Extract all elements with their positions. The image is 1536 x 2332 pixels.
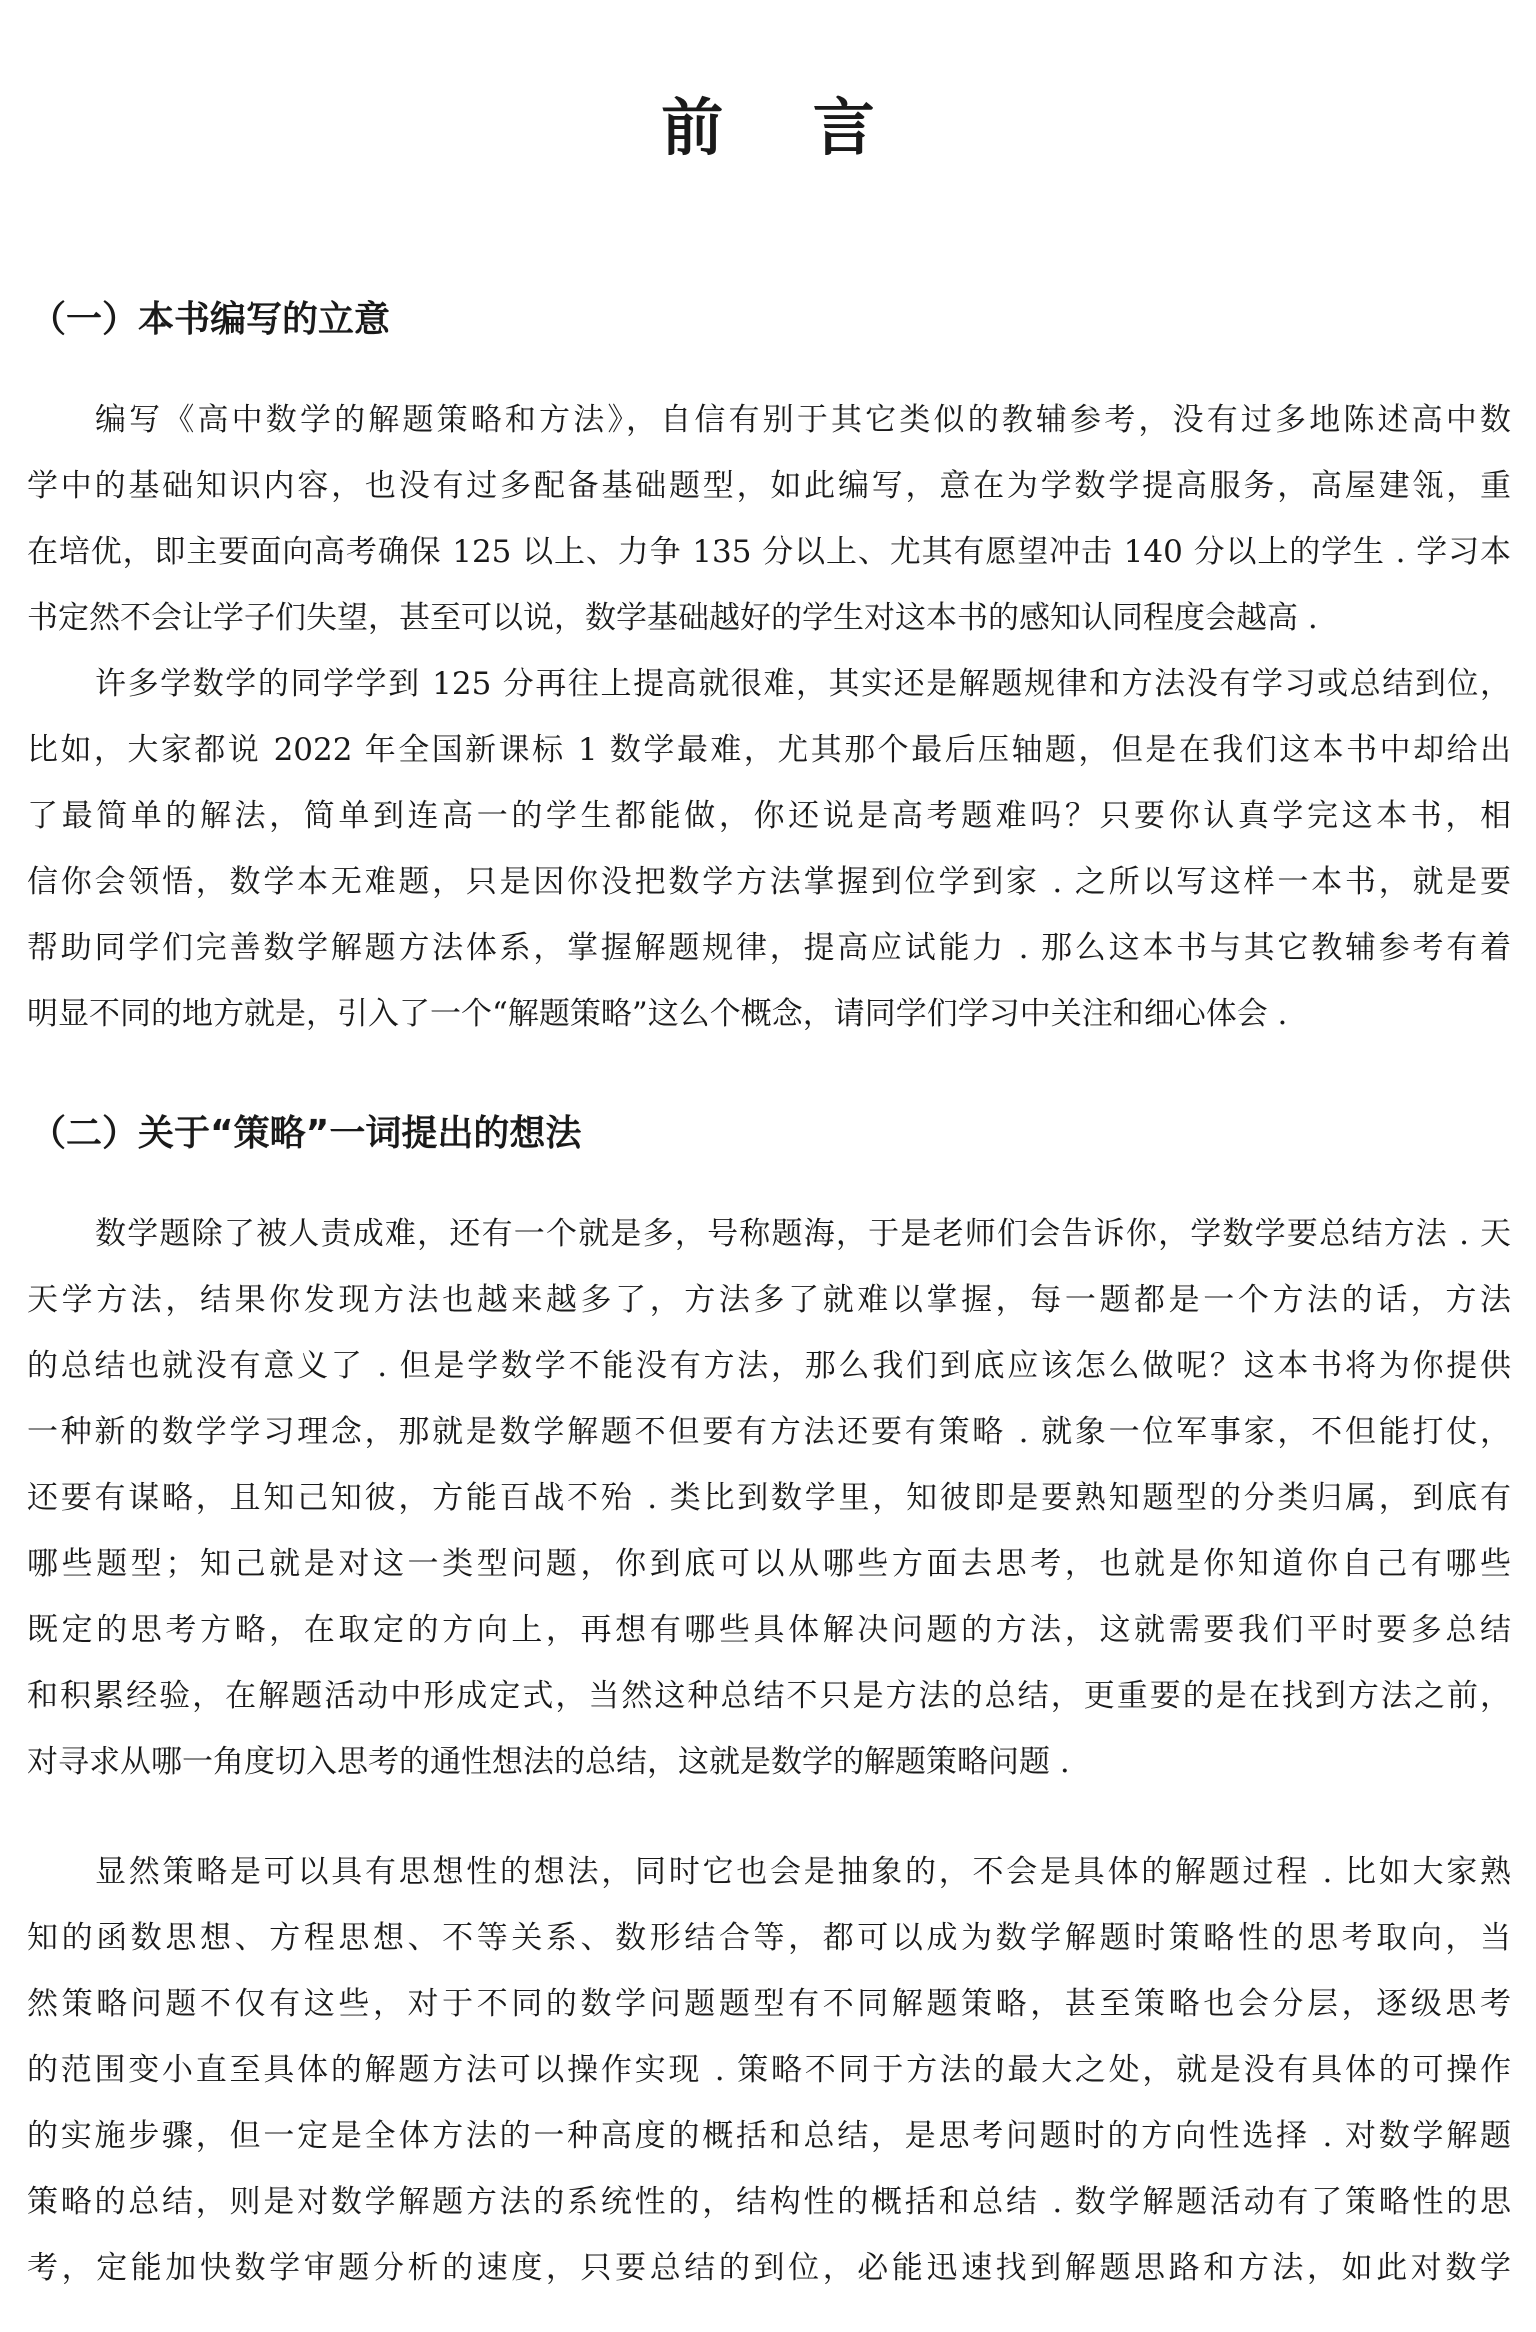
paragraph-line: 一种新的数学学习理念，那就是数学解题不但要有方法还要有策略 . 就象一位军事家，不但能打仗， <box>27 1414 1511 1450</box>
paragraph-line: 和积累经验，在解题活动中形成定式，当然这种总结不只是方法的总结，更重要的是在找到方法之前， <box>27 1678 1511 1714</box>
paragraph-line: 还要有谋略，且知己知彼，方能百战不殆 . 类比到数学里，知彼即是要熟知题型的分类归属，到底有 <box>27 1480 1511 1516</box>
paragraph-line: 的实施步骤，但一定是全体方法的一种高度的概括和总结，是思考问题时的方向性选择 . 对数学解题 <box>27 2118 1511 2154</box>
paragraph-line: 在培优，即主要面向高考确保 125 以上、力争 135 分以上、尤其有愿望冲击 140 分以上的学生 . 学习本 <box>27 534 1511 570</box>
paragraph-line: 了最简单的解法，简单到连高一的学生都能做，你还说是高考题难吗？只要你认真学完这本书，相 <box>27 798 1511 834</box>
paragraph-line: 考，定能加快数学审题分析的速度，只要总结的到位，必能迅速找到解题思路和方法，如此对数学 <box>27 2250 1511 2286</box>
section-heading-1: （一）本书编写的立意 <box>30 299 391 340</box>
paragraph-line: 天学方法，结果你发现方法也越来越多了，方法多了就难以掌握，每一题都是一个方法的话，方法 <box>27 1282 1511 1318</box>
paragraph-line: 知的函数思想、方程思想、不等关系、数形结合等，都可以成为数学解题时策略性的思考取向，当 <box>27 1920 1511 1956</box>
paragraph-line: 明显不同的地方就是，引入了一个“解题策略”这么个概念，请同学们学习中关注和细心体会 . <box>27 996 1288 1032</box>
paragraph-line: 数学题除了被人责成难，还有一个就是多，号称题海，于是老师们会告诉你，学数学要总结方法 . 天 <box>95 1216 1511 1252</box>
paragraph-line: 然策略问题不仅有这些，对于不同的数学问题题型有不同解题策略，甚至策略也会分层，逐级思考 <box>27 1986 1511 2022</box>
paragraph-line: 的范围变小直至具体的解题方法可以操作实现 . 策略不同于方法的最大之处，就是没有具体的可操作 <box>27 2052 1511 2088</box>
paragraph-line: 既定的思考方略，在取定的方向上，再想有哪些具体解决问题的方法，这就需要我们平时要多总结 <box>27 1612 1511 1648</box>
paragraph-line: 学中的基础知识内容，也没有过多配备基础题型，如此编写，意在为学数学提高服务，高屋建瓴，重 <box>27 468 1511 504</box>
paragraph-line: 书定然不会让学子们失望，甚至可以说，数学基础越好的学生对这本书的感知认同程度会越高 . <box>27 600 1318 636</box>
paragraph-line: 许多学数学的同学学到 125 分再往上提高就很难，其实还是解题规律和方法没有学习或总结到位， <box>95 666 1511 702</box>
paragraph-line: 显然策略是可以具有思想性的想法，同时它也会是抽象的，不会是具体的解题过程 . 比如大家熟 <box>95 1854 1511 1890</box>
paragraph-line: 哪些题型；知己就是对这一类型问题，你到底可以从哪些方面去思考，也就是你知道你自己有哪些 <box>27 1546 1511 1582</box>
paragraph-line: 的总结也就没有意义了 . 但是学数学不能没有方法，那么我们到底应该怎么做呢？这本书将为你提供 <box>27 1348 1511 1384</box>
paragraph-line: 编写《高中数学的解题策略和方法》，自信有别于其它类似的教辅参考，没有过多地陈述高中数 <box>95 402 1511 438</box>
paragraph-line: 帮助同学们完善数学解题方法体系，掌握解题规律，提高应试能力 . 那么这本书与其它教辅参考有着 <box>27 930 1511 966</box>
paragraph-line: 策略的总结，则是对数学解题方法的系统性的，结构性的概括和总结 . 数学解题活动有了策略性的思 <box>27 2184 1511 2220</box>
paragraph-line: 信你会领悟，数学本无难题，只是因你没把数学方法掌握到位学到家 . 之所以写这样一本书，就是要 <box>27 864 1511 900</box>
paragraph-line: 比如，大家都说 2022 年全国新课标 1 数学最难，尤其那个最后压轴题，但是在我们这本书中却给出 <box>27 732 1511 768</box>
section-heading-2: （二）关于“策略”一词提出的想法 <box>30 1113 582 1154</box>
page-title: 前 言 <box>661 91 909 164</box>
paragraph-line: 对寻求从哪一角度切入思考的通性想法的总结，这就是数学的解题策略问题 . <box>27 1744 1070 1780</box>
